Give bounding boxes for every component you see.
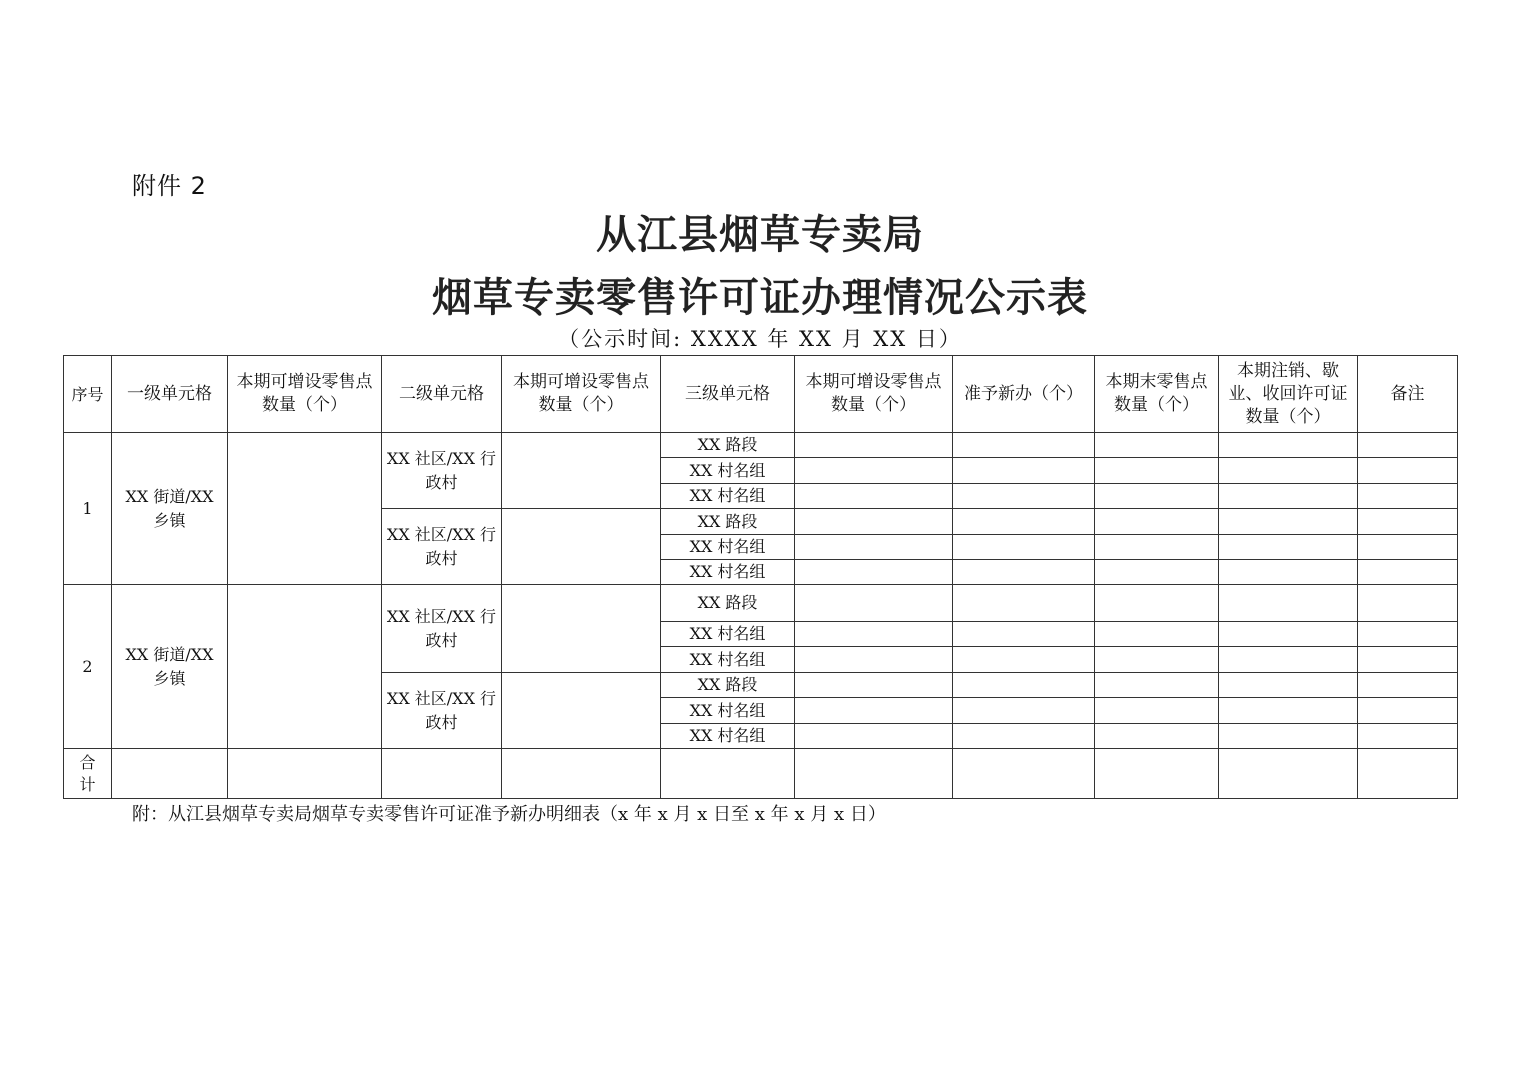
header-level1: 一级单元格 [112, 356, 228, 433]
level3-cell: XX 村名组 [661, 560, 795, 585]
level3-cell: XX 村名组 [661, 698, 795, 724]
level1-count-cell [228, 585, 382, 749]
level3-cell: XX 路段 [661, 509, 795, 535]
header-approved-new: 准予新办（个） [953, 356, 1095, 433]
level3-cell: XX 村名组 [661, 484, 795, 509]
level2-count-cell [502, 585, 661, 673]
header-seq: 序号 [64, 356, 112, 433]
level2-count-cell [502, 673, 661, 749]
level2-cell: XX 社区/XX 行政村 [382, 673, 502, 749]
level2-cell: XX 社区/XX 行政村 [382, 585, 502, 673]
footnote: 附：从江县烟草专卖局烟草专卖零售许可证准予新办明细表（x 年 x 月 x 日至 x 年 x 月 x 日） [132, 804, 886, 825]
seq-cell: 2 [64, 585, 112, 749]
level1-count-cell [228, 433, 382, 585]
level3-cell: XX 村名组 [661, 647, 795, 673]
document-title-line2: 烟草专卖零售许可证办理情况公示表 [432, 274, 1088, 321]
total-label: 合计 [64, 749, 112, 799]
level2-cell: XX 社区/XX 行政村 [382, 509, 502, 585]
level1-cell: XX 街道/XX 乡镇 [112, 585, 228, 749]
header-period-end-count: 本期末零售点数量（个） [1095, 356, 1219, 433]
license-table [63, 355, 1458, 799]
level3-cell: XX 路段 [661, 673, 795, 698]
publication-date: （公示时间: XXXX 年 XX 月 XX 日） [558, 327, 962, 351]
table-row [64, 585, 1458, 622]
header-row [64, 356, 1458, 433]
header-level3-count: 本期可增设零售点数量（个） [795, 356, 953, 433]
level2-count-cell [502, 509, 661, 585]
level3-cell: XX 村名组 [661, 458, 795, 484]
header-level2: 二级单元格 [382, 356, 502, 433]
seq-cell: 1 [64, 433, 112, 585]
table-row [64, 433, 1458, 458]
total-row [64, 749, 1458, 799]
attachment-label: 附件 2 [132, 172, 207, 200]
level3-cell: XX 村名组 [661, 535, 795, 560]
header-level3: 三级单元格 [661, 356, 795, 433]
level3-cell: XX 路段 [661, 585, 795, 622]
level2-cell: XX 社区/XX 行政村 [382, 433, 502, 509]
level2-count-cell [502, 433, 661, 509]
header-level2-count: 本期可增设零售点数量（个） [502, 356, 661, 433]
level3-cell: XX 路段 [661, 433, 795, 458]
header-level1-count: 本期可增设零售点数量（个） [228, 356, 382, 433]
header-cancelled-count: 本期注销、歇业、收回许可证数量（个） [1219, 356, 1358, 433]
level3-cell: XX 村名组 [661, 724, 795, 749]
level3-cell: XX 村名组 [661, 622, 795, 647]
level1-cell: XX 街道/XX 乡镇 [112, 433, 228, 585]
header-remarks: 备注 [1358, 356, 1458, 433]
document-title-line1: 从江县烟草专卖局 [596, 211, 924, 258]
